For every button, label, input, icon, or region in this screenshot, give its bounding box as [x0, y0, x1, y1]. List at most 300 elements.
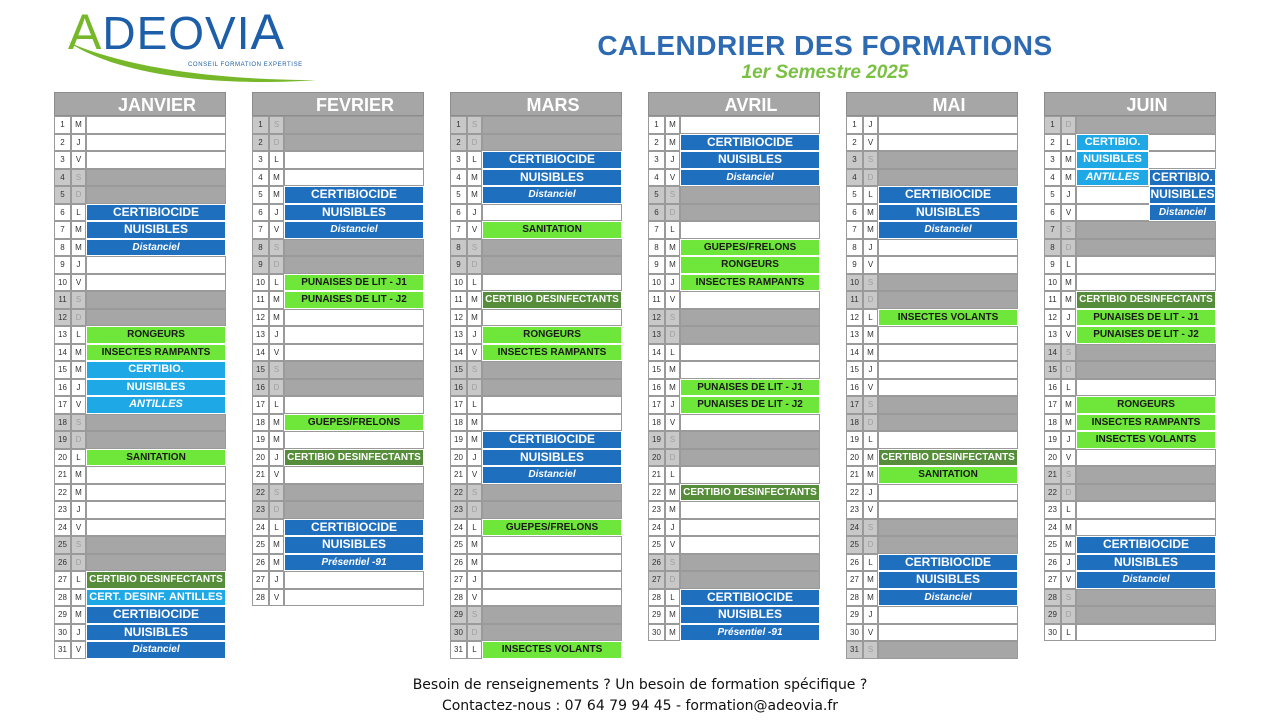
- day-row: [54, 571, 226, 589]
- day-number: 25: [1044, 536, 1061, 554]
- day-letter: V: [863, 624, 878, 642]
- day-number: 15: [648, 361, 665, 379]
- day-row: [648, 484, 820, 502]
- day-slot: [878, 256, 1018, 274]
- day-number: 10: [648, 274, 665, 292]
- day-number: 5: [252, 186, 269, 204]
- day-slot: [284, 134, 424, 152]
- day-number: 8: [1044, 239, 1061, 257]
- day-slot: [680, 344, 820, 362]
- day-number: 15: [252, 361, 269, 379]
- day-number: 21: [846, 466, 863, 484]
- training-event: CERTIBIOCIDE: [680, 589, 820, 607]
- day-letter: L: [71, 571, 86, 589]
- page-title: CALENDRIER DES FORMATIONS: [597, 30, 1053, 61]
- day-letter: M: [467, 536, 482, 554]
- day-row: [846, 344, 1018, 362]
- day-letter: M: [665, 501, 680, 519]
- day-row: [54, 134, 226, 152]
- day-number: 22: [54, 484, 71, 502]
- day-row: [54, 344, 226, 362]
- day-number: 29: [450, 606, 467, 624]
- day-row: [252, 169, 424, 187]
- day-row: [54, 204, 226, 222]
- day-number: 31: [54, 641, 71, 659]
- day-slot: [482, 396, 622, 414]
- day-number: 12: [450, 309, 467, 327]
- month-juin: [1044, 92, 1216, 641]
- training-event: NUISIBLES: [86, 221, 226, 239]
- day-number: 25: [54, 536, 71, 554]
- day-letter: M: [71, 589, 86, 607]
- day-letter: D: [863, 414, 878, 432]
- day-row: [648, 624, 820, 642]
- day-slot: [482, 204, 622, 222]
- day-row: [846, 274, 1018, 292]
- month-name: AVRIL: [724, 95, 778, 115]
- day-row: [54, 274, 226, 292]
- day-number: 26: [1044, 554, 1061, 572]
- day-number: 23: [450, 501, 467, 519]
- footer-info-line: Besoin de renseignements ? Un besoin de formation spécifique ?: [412, 677, 868, 693]
- month-header: [1044, 92, 1216, 116]
- day-slot: [1076, 449, 1216, 467]
- day-row: [252, 256, 424, 274]
- day-row: [846, 239, 1018, 257]
- day-letter: V: [269, 221, 284, 239]
- day-letter: L: [467, 396, 482, 414]
- training-event: GUEPES/FRELONS: [680, 239, 820, 257]
- day-slot: [86, 554, 226, 572]
- day-row: [54, 624, 226, 642]
- day-slot: [482, 256, 622, 274]
- day-letter: M: [1061, 414, 1076, 432]
- day-number: 24: [648, 519, 665, 537]
- day-slot: [86, 519, 226, 537]
- logo-tagline: CONSEIL FORMATION EXPERTISE: [188, 62, 303, 68]
- day-letter: D: [1061, 606, 1076, 624]
- day-number: 24: [450, 519, 467, 537]
- day-row: [450, 169, 622, 187]
- training-event: CERTIBIO.: [1149, 169, 1216, 187]
- month-mai: [846, 92, 1018, 659]
- day-row: [252, 571, 424, 589]
- day-row: [846, 641, 1018, 659]
- day-row: [1044, 221, 1216, 239]
- month-name: MARS: [526, 95, 580, 115]
- day-letter: L: [1061, 501, 1076, 519]
- training-event: CERTIBIO.: [86, 361, 226, 379]
- day-letter: M: [1061, 274, 1076, 292]
- day-number: 25: [450, 536, 467, 554]
- day-letter: S: [269, 361, 284, 379]
- day-number: 8: [252, 239, 269, 257]
- day-row: [54, 239, 226, 257]
- day-number: 9: [252, 256, 269, 274]
- day-number: 24: [846, 519, 863, 537]
- day-letter: J: [665, 151, 680, 169]
- day-letter: M: [863, 221, 878, 239]
- day-row: [450, 449, 622, 467]
- day-letter: J: [1061, 309, 1076, 327]
- training-event: CERTIBIOCIDE: [284, 519, 424, 537]
- day-row: [846, 589, 1018, 607]
- day-letter: S: [1061, 466, 1076, 484]
- day-number: 5: [54, 186, 71, 204]
- month-header: [252, 92, 424, 116]
- training-event: CERTIBIOCIDE: [482, 151, 622, 169]
- day-slot: [878, 606, 1018, 624]
- day-slot: [284, 169, 424, 187]
- month-name: JANVIER: [117, 95, 197, 115]
- day-letter: L: [269, 274, 284, 292]
- day-letter: J: [863, 606, 878, 624]
- day-slot: [1076, 589, 1216, 607]
- day-row: [252, 361, 424, 379]
- day-row: [846, 414, 1018, 432]
- day-number: 13: [846, 326, 863, 344]
- day-slot: [680, 221, 820, 239]
- day-row: [54, 116, 226, 134]
- day-number: 22: [252, 484, 269, 502]
- day-number: 27: [54, 571, 71, 589]
- day-row: [648, 309, 820, 327]
- day-slot: [1076, 606, 1216, 624]
- day-row: [450, 274, 622, 292]
- day-number: 3: [846, 151, 863, 169]
- day-number: 4: [54, 169, 71, 187]
- day-letter: V: [1061, 204, 1076, 222]
- day-slot: [680, 116, 820, 134]
- day-letter: S: [665, 186, 680, 204]
- day-number: 25: [846, 536, 863, 554]
- training-event: CERTIBIO DESINFECTANTS: [680, 484, 820, 502]
- day-letter: M: [269, 431, 284, 449]
- day-row: [648, 169, 820, 187]
- day-row: [648, 589, 820, 607]
- training-event: Distanciel: [1076, 571, 1216, 589]
- day-letter: D: [863, 291, 878, 309]
- day-row: [846, 204, 1018, 222]
- day-number: 17: [648, 396, 665, 414]
- day-row: [846, 466, 1018, 484]
- day-row: [648, 239, 820, 257]
- day-letter: J: [269, 204, 284, 222]
- day-row: [450, 309, 622, 327]
- training-event: SANITATION: [86, 449, 226, 467]
- day-row: [252, 536, 424, 554]
- day-number: 1: [450, 116, 467, 134]
- day-number: 7: [54, 221, 71, 239]
- day-slot: [284, 571, 424, 589]
- day-slot: [878, 169, 1018, 187]
- day-number: 1: [54, 116, 71, 134]
- day-letter: V: [467, 344, 482, 362]
- day-letter: M: [863, 344, 878, 362]
- day-row: [54, 641, 226, 659]
- day-row: [54, 589, 226, 607]
- day-slot: [878, 379, 1018, 397]
- day-row: [450, 519, 622, 537]
- day-letter: D: [467, 134, 482, 152]
- training-event: PUNAISES DE LIT - J2: [680, 396, 820, 414]
- day-letter: S: [1061, 221, 1076, 239]
- day-row: [846, 169, 1018, 187]
- day-row: [648, 186, 820, 204]
- day-letter: L: [863, 309, 878, 327]
- day-slot: [878, 536, 1018, 554]
- day-letter: V: [863, 134, 878, 152]
- day-letter: L: [863, 554, 878, 572]
- day-letter: V: [71, 151, 86, 169]
- day-row: [1044, 116, 1216, 134]
- day-slot: [878, 414, 1018, 432]
- day-slot: [1076, 624, 1216, 642]
- day-row: [450, 589, 622, 607]
- day-slot: [680, 554, 820, 572]
- day-number: 16: [846, 379, 863, 397]
- day-row: [1044, 344, 1216, 362]
- day-row: [1044, 379, 1216, 397]
- day-row: [54, 309, 226, 327]
- day-slot: [1076, 274, 1216, 292]
- day-number: 6: [846, 204, 863, 222]
- day-row: [54, 169, 226, 187]
- month-name: JUIN: [1126, 95, 1168, 115]
- day-slot: [878, 134, 1018, 152]
- day-row: [648, 361, 820, 379]
- day-row: [54, 484, 226, 502]
- day-letter: M: [269, 414, 284, 432]
- day-letter: V: [71, 274, 86, 292]
- day-letter: J: [467, 204, 482, 222]
- day-row: [1044, 484, 1216, 502]
- day-slot: [878, 116, 1018, 134]
- day-slot: [878, 151, 1018, 169]
- day-row: [648, 379, 820, 397]
- day-letter: V: [863, 379, 878, 397]
- training-event: INSECTES RAMPANTS: [482, 344, 622, 362]
- day-row: [252, 291, 424, 309]
- day-number: 30: [1044, 624, 1061, 642]
- day-number: 21: [648, 466, 665, 484]
- day-letter: J: [665, 519, 680, 537]
- day-letter: M: [71, 361, 86, 379]
- day-letter: M: [863, 449, 878, 467]
- day-slot: [284, 379, 424, 397]
- day-slot: [86, 291, 226, 309]
- day-letter: M: [1061, 291, 1076, 309]
- day-number: 16: [648, 379, 665, 397]
- day-number: 12: [252, 309, 269, 327]
- day-letter: J: [269, 326, 284, 344]
- day-slot: [86, 274, 226, 292]
- training-event: CERTIBIOCIDE: [284, 186, 424, 204]
- day-number: 11: [450, 291, 467, 309]
- day-number: 26: [450, 554, 467, 572]
- day-row: [648, 449, 820, 467]
- day-number: 31: [450, 641, 467, 659]
- page-subtitle: 1er Semestre 2025: [741, 62, 909, 83]
- day-letter: V: [269, 466, 284, 484]
- training-event: INSECTES VOLANTS: [482, 641, 622, 659]
- day-number: 10: [252, 274, 269, 292]
- day-letter: D: [1061, 239, 1076, 257]
- day-letter: L: [467, 641, 482, 659]
- day-letter: M: [269, 536, 284, 554]
- day-row: [1044, 536, 1216, 554]
- day-letter: V: [269, 589, 284, 607]
- day-number: 28: [1044, 589, 1061, 607]
- training-event: CERTIBIOCIDE: [482, 431, 622, 449]
- day-letter: M: [467, 554, 482, 572]
- training-event: Présentiel -91: [284, 554, 424, 572]
- day-row: [450, 431, 622, 449]
- day-number: 11: [252, 291, 269, 309]
- day-row: [252, 221, 424, 239]
- day-number: 8: [648, 239, 665, 257]
- day-row: [450, 396, 622, 414]
- day-letter: S: [71, 536, 86, 554]
- day-letter: D: [71, 431, 86, 449]
- day-slot: [1076, 379, 1216, 397]
- day-slot: [284, 239, 424, 257]
- day-number: 21: [450, 466, 467, 484]
- day-slot: [86, 431, 226, 449]
- training-event: PUNAISES DE LIT - J2: [284, 291, 424, 309]
- day-letter: M: [269, 554, 284, 572]
- day-row: [648, 204, 820, 222]
- adeovia-logo: [66, 2, 326, 90]
- day-number: 10: [1044, 274, 1061, 292]
- day-letter: D: [665, 204, 680, 222]
- day-number: 22: [1044, 484, 1061, 502]
- day-row: [450, 344, 622, 362]
- day-row: [1044, 309, 1216, 327]
- day-number: 14: [252, 344, 269, 362]
- day-slot: [680, 501, 820, 519]
- day-letter: D: [71, 186, 86, 204]
- training-event: PUNAISES DE LIT - J1: [680, 379, 820, 397]
- day-number: 5: [1044, 186, 1061, 204]
- day-number: 14: [54, 344, 71, 362]
- day-letter: V: [71, 396, 86, 414]
- day-row: [1044, 361, 1216, 379]
- day-number: 2: [252, 134, 269, 152]
- day-row: [1044, 204, 1216, 222]
- day-row: [252, 186, 424, 204]
- day-row: [450, 554, 622, 572]
- day-number: 20: [54, 449, 71, 467]
- day-letter: M: [665, 379, 680, 397]
- day-row: [252, 466, 424, 484]
- day-number: 22: [648, 484, 665, 502]
- day-slot: [1076, 221, 1216, 239]
- training-event: Distanciel: [482, 186, 622, 204]
- training-event: PUNAISES DE LIT - J1: [284, 274, 424, 292]
- day-number: 29: [54, 606, 71, 624]
- day-letter: L: [665, 344, 680, 362]
- day-row: [252, 484, 424, 502]
- day-letter: S: [467, 239, 482, 257]
- day-letter: J: [863, 361, 878, 379]
- day-letter: M: [665, 606, 680, 624]
- day-row: [54, 466, 226, 484]
- day-number: 21: [252, 466, 269, 484]
- day-slot: [482, 134, 622, 152]
- day-row: [846, 536, 1018, 554]
- day-number: 8: [846, 239, 863, 257]
- day-number: 12: [54, 309, 71, 327]
- day-number: 14: [450, 344, 467, 362]
- training-event: INSECTES VOLANTS: [1076, 431, 1216, 449]
- day-row: [450, 536, 622, 554]
- day-number: 12: [1044, 309, 1061, 327]
- day-letter: D: [1061, 116, 1076, 134]
- day-number: 17: [54, 396, 71, 414]
- day-letter: J: [269, 571, 284, 589]
- day-slot: [482, 606, 622, 624]
- day-number: 7: [252, 221, 269, 239]
- training-event: NUISIBLES: [1149, 186, 1216, 204]
- day-letter: V: [1061, 571, 1076, 589]
- day-row: [54, 431, 226, 449]
- day-row: [1044, 449, 1216, 467]
- day-letter: J: [71, 134, 86, 152]
- training-event: SANITATION: [482, 221, 622, 239]
- day-letter: L: [1061, 624, 1076, 642]
- day-number: 13: [450, 326, 467, 344]
- day-row: [450, 204, 622, 222]
- day-number: 19: [648, 431, 665, 449]
- day-letter: S: [665, 554, 680, 572]
- day-slot: [680, 326, 820, 344]
- day-slot: [482, 536, 622, 554]
- day-row: [252, 431, 424, 449]
- day-row: [846, 554, 1018, 572]
- day-number: 17: [450, 396, 467, 414]
- day-row: [450, 361, 622, 379]
- day-slot: [284, 309, 424, 327]
- day-letter: M: [863, 571, 878, 589]
- day-number: 16: [450, 379, 467, 397]
- day-row: [252, 274, 424, 292]
- day-letter: D: [269, 256, 284, 274]
- day-letter: S: [467, 116, 482, 134]
- training-event: CERTIBIO DESINFECTANTS: [878, 449, 1018, 467]
- day-number: 30: [846, 624, 863, 642]
- day-letter: J: [71, 501, 86, 519]
- day-number: 21: [54, 466, 71, 484]
- day-letter: M: [665, 116, 680, 134]
- day-row: [54, 186, 226, 204]
- day-number: 23: [1044, 501, 1061, 519]
- day-number: 16: [1044, 379, 1061, 397]
- day-row: [1044, 134, 1216, 152]
- day-row: [846, 309, 1018, 327]
- day-row: [1044, 151, 1216, 169]
- day-row: [450, 501, 622, 519]
- day-number: 4: [450, 169, 467, 187]
- day-row: [252, 151, 424, 169]
- day-slot: [482, 274, 622, 292]
- day-row: [1044, 606, 1216, 624]
- training-event: NUISIBLES: [680, 606, 820, 624]
- day-letter: S: [863, 641, 878, 659]
- day-letter: M: [269, 186, 284, 204]
- day-number: 3: [648, 151, 665, 169]
- day-letter: S: [71, 414, 86, 432]
